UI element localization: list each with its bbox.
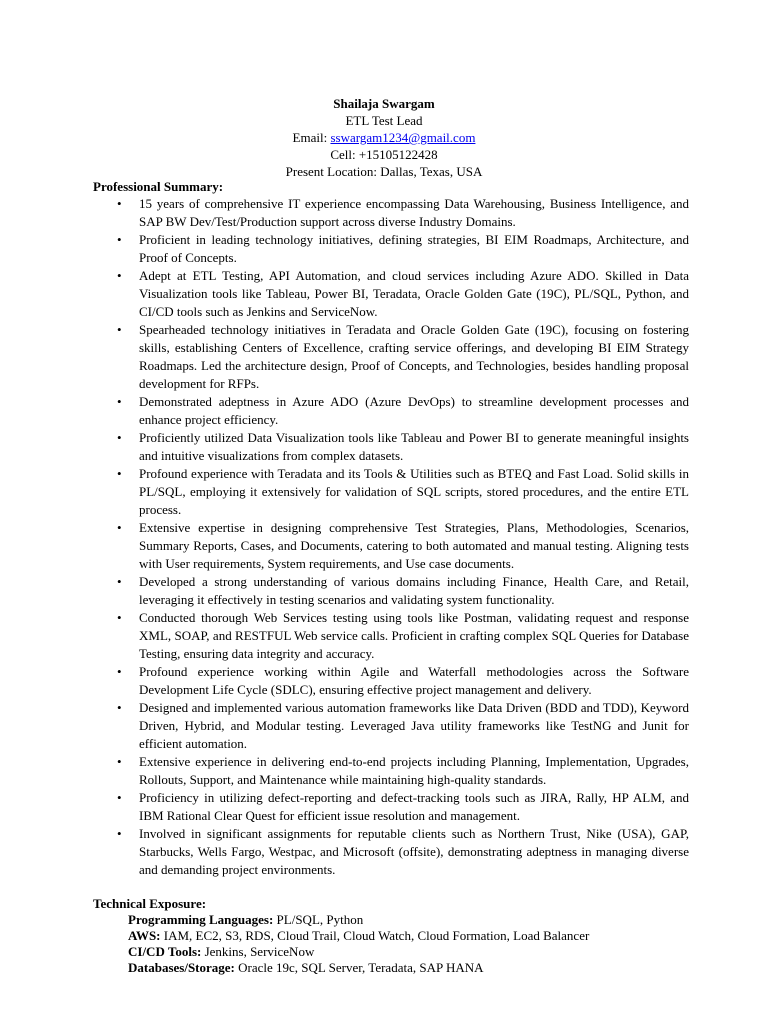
summary-item-text: Conducted thorough Web Services testing using tools like Postman, validating request and response XML, SOAP, and RESTFUL Web service calls. Proficient in crafting complex SQL Queries for Database Testing, ensuring data integrity and accuracy. xyxy=(139,610,689,661)
tech-row-key: Programming Languages: xyxy=(128,912,274,927)
bullet-icon: • xyxy=(117,700,122,715)
bullet-icon: • xyxy=(117,268,122,283)
tech-row-key: AWS: xyxy=(128,928,161,943)
email-link[interactable]: sswargam1234@gmail.com xyxy=(330,130,476,145)
summary-item-text: Proficiently utilized Data Visualization tools like Tableau and Power BI to generate meaningful insights and intuitive visualizations from complex datasets. xyxy=(139,430,689,463)
summary-item xyxy=(93,825,689,879)
summary-item xyxy=(93,789,689,825)
tech-row-value: IAM, EC2, S3, RDS, Cloud Trail, Cloud Watch, Cloud Formation, Load Balancer xyxy=(160,928,590,943)
tech-row-value: PL/SQL, Python xyxy=(273,912,364,927)
location-line: Present Location: Dallas, Texas, USA xyxy=(285,164,483,179)
bullet-icon: • xyxy=(117,790,122,805)
bullet-icon: • xyxy=(117,520,122,535)
tech-row xyxy=(93,912,703,928)
summary-item xyxy=(93,663,689,699)
tech-row-value: Oracle 19c, SQL Server, Teradata, SAP HANA xyxy=(234,960,484,975)
bullet-icon: • xyxy=(117,394,122,409)
summary-item xyxy=(93,753,689,789)
email-label: Email: xyxy=(292,130,331,145)
bullet-icon: • xyxy=(117,610,122,625)
summary-item-text: Profound experience with Teradata and its Tools & Utilities such as BTEQ and Fast Load. Solid skills in PL/SQL, employing it extensively for validation of SQL scripts, stored procedures, and the entire ETL process. xyxy=(139,466,689,517)
summary-item-text: Spearheaded technology initiatives in Teradata and Oracle Golden Gate (19C), focusing on fostering skills, establishing Centers of Excellence, crafting service offerings, and developing BI EIM Strategy Roadmaps. Led the architecture design, Proof of Concepts, and Technologies, besides handling proposal development for RFPs. xyxy=(139,322,689,391)
tech-row-value: Jenkins, ServiceNow xyxy=(201,944,315,959)
technical-exposure-section xyxy=(93,895,703,976)
summary-item xyxy=(93,195,689,231)
summary-item-text: Extensive experience in delivering end-to-end projects including Planning, Implementation, Upgrades, Rollouts, Support, and Maintenance while maintaining high-quality standards. xyxy=(139,754,689,787)
summary-item-text: Developed a strong understanding of various domains including Finance, Health Care, and Retail, leveraging it effectively in testing scenarios and validating system functionality. xyxy=(139,574,689,607)
summary-item xyxy=(93,573,689,609)
summary-list xyxy=(93,195,703,879)
section-title-technical: Technical Exposure: xyxy=(93,896,207,911)
summary-item-text: Extensive expertise in designing comprehensive Test Strategies, Plans, Methodologies, Scenarios, Summary Reports, Cases, and Documents, catering to both automated and manual testing. Aligning tests with User requirements, System requirements, and Use case documents. xyxy=(139,520,689,571)
bullet-icon: • xyxy=(117,322,122,337)
summary-item-text: Adept at ETL Testing, API Automation, and cloud services including Azure ADO. Skilled in Data Visualization tools like Tableau, Power BI, Teradata, Oracle Golden Gate (19C), PL/SQL, Python, and CI/CD tools such as Jenkins and ServiceNow. xyxy=(139,268,689,319)
bullet-icon: • xyxy=(117,664,122,679)
resume-header xyxy=(0,95,768,180)
email-line xyxy=(0,129,768,146)
summary-item xyxy=(93,267,689,321)
tech-row-key: CI/CD Tools: xyxy=(128,944,202,959)
summary-item xyxy=(93,465,689,519)
summary-item-text: Proficiency in utilizing defect-reporting and defect-tracking tools such as JIRA, Rally, HP ALM, and IBM Rational Clear Quest for efficient issue resolution and management. xyxy=(139,790,689,823)
summary-item xyxy=(93,393,689,429)
tech-row xyxy=(93,928,703,944)
summary-item-text: Designed and implemented various automation frameworks like Data Driven (BDD and TDD), Keyword Driven, Hybrid, and Modular testing. Leveraged Java utility frameworks like TestNG and Junit for efficient automation. xyxy=(139,700,689,751)
bullet-icon: • xyxy=(117,754,122,769)
summary-item xyxy=(93,699,689,753)
summary-item xyxy=(93,519,689,573)
cell-line: Cell: +15105122428 xyxy=(330,147,438,162)
bullet-icon: • xyxy=(117,232,122,247)
summary-item-text: 15 years of comprehensive IT experience encompassing Data Warehousing, Business Intelligence, and SAP BW Dev/Test/Production support across diverse Industry Domains. xyxy=(139,196,689,229)
tech-row xyxy=(93,944,703,960)
technical-rows xyxy=(93,912,703,976)
bullet-icon: • xyxy=(117,466,122,481)
summary-item xyxy=(93,609,689,663)
summary-item-text: Involved in significant assignments for reputable clients such as Northern Trust, Nike (USA), GAP, Starbucks, Wells Fargo, Westpac, and Microsoft (offsite), demonstrating adeptness in managing diverse and demanding project environments. xyxy=(139,826,689,877)
bullet-icon: • xyxy=(117,826,122,841)
summary-item-text: Demonstrated adeptness in Azure ADO (Azure DevOps) to streamline development processes and enhance project efficiency. xyxy=(139,394,689,427)
bullet-icon: • xyxy=(117,574,122,589)
tech-row-key: Databases/Storage: xyxy=(128,960,235,975)
professional-summary-section xyxy=(93,178,703,879)
summary-item-text: Proficient in leading technology initiatives, defining strategies, BI EIM Roadmaps, Architecture, and Proof of Concepts. xyxy=(139,232,689,265)
summary-item-text: Profound experience working within Agile and Waterfall methodologies across the Software Development Life Cycle (SDLC), ensuring effective project management and delivery. xyxy=(139,664,689,697)
bullet-icon: • xyxy=(117,430,122,445)
section-title-summary: Professional Summary: xyxy=(93,179,224,194)
tech-row xyxy=(93,960,703,976)
summary-item xyxy=(93,429,689,465)
job-title: ETL Test Lead xyxy=(345,113,423,128)
candidate-name: Shailaja Swargam xyxy=(333,96,435,111)
bullet-icon: • xyxy=(117,196,122,211)
summary-item xyxy=(93,231,689,267)
summary-item xyxy=(93,321,689,393)
